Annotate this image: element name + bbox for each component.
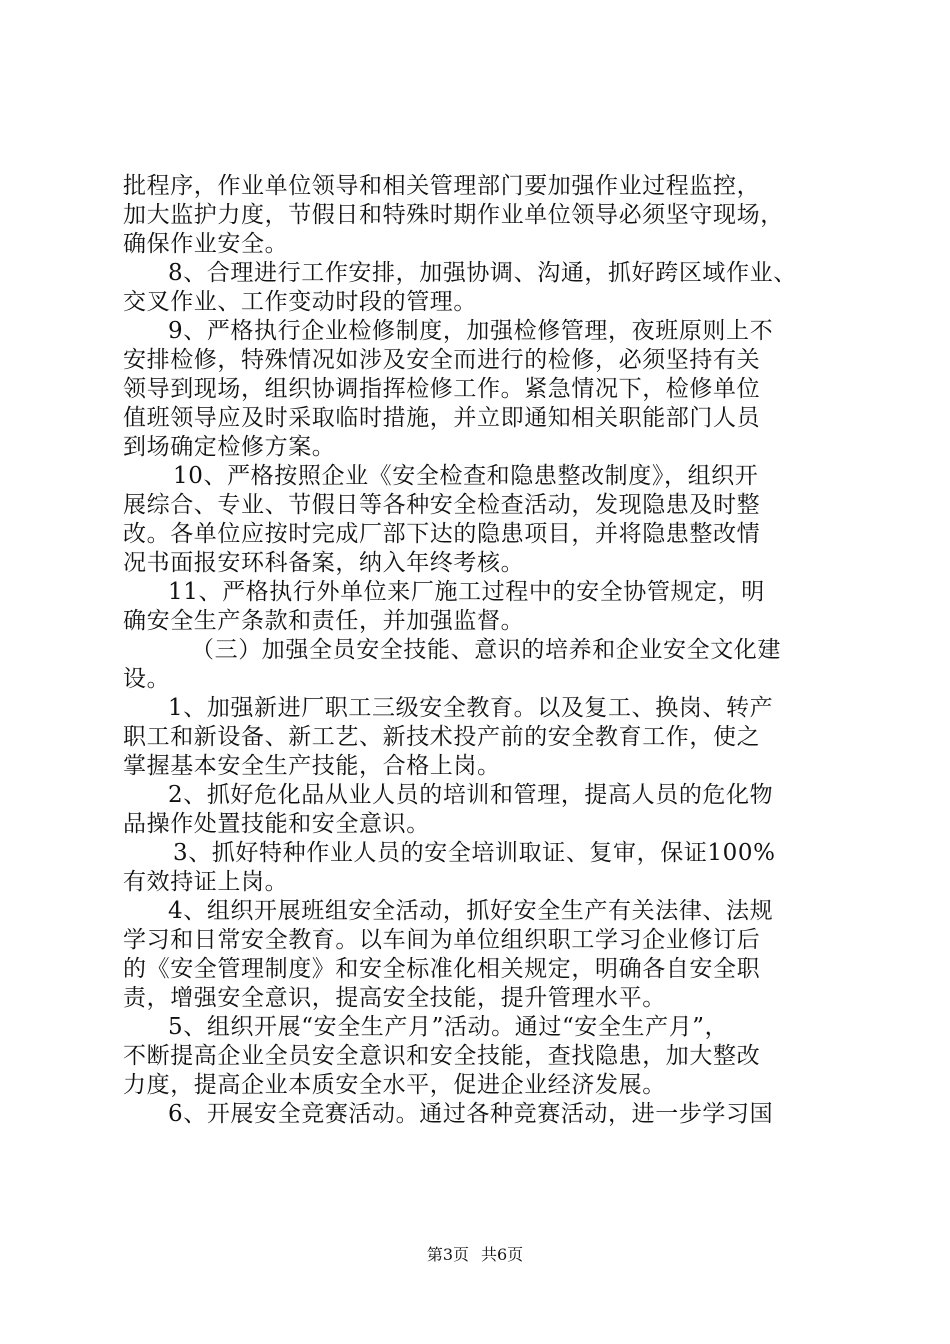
page-total: 共6页 [481,1245,524,1264]
text-line: 领导到现场，组织协调指挥检修工作。紧急情况下，检修单位 [123,376,761,402]
text-line: 3、抓好特种作业人员的安全培训取证、复审，保证100% [173,840,776,866]
text-line: 的《安全管理制度》和安全标准化相关规定，明确各自安全职 [123,956,761,982]
text-line: 学习和日常安全教育。以车间为单位组织职工学习企业修订后 [123,927,761,953]
text-line: 到场确定检修方案。 [123,434,336,460]
text-line: 批程序，作业单位领导和相关管理部门要加强作业过程监控， [123,173,761,199]
text-line: 设。 [123,666,171,692]
text-line: 5、组织开展“安全生产月”活动。通过“安全生产月”， [168,1014,729,1040]
text-line: 11、严格执行外单位来厂施工过程中的安全协管规定，明 [168,579,765,605]
text-line: 确安全生产条款和责任，并加强监督。 [123,608,525,634]
text-line: 有效持证上岗。 [123,869,289,895]
text-line: 品操作处置技能和安全意识。 [123,811,430,837]
section-heading: （三）加强全员安全技能、意识的培养和企业安全文化建 [191,637,781,663]
text-line: 8、合理进行工作安排，加强协调、沟通，抓好跨区域作业、 [168,260,797,286]
text-line: 10、严格按照企业《安全检查和隐患整改制度》，组织开 [173,463,759,489]
text-line: 掌握基本安全生产技能，合格上岗。 [123,753,501,779]
text-line: 责，增强安全意识，提高安全技能，提升管理水平。 [123,985,666,1011]
text-line: 力度，提高企业本质安全水平，促进企业经济发展。 [123,1072,666,1098]
text-line: 6、开展安全竞赛活动。通过各种竞赛活动，进一步学习国 [168,1101,774,1127]
page-footer [0,1245,950,1265]
text-line: 2、抓好危化品从业人员的培训和管理，提高人员的危化物 [168,782,774,808]
document-body [123,172,841,1129]
text-line: 9、严格执行企业检修制度，加强检修管理，夜班原则上不 [168,318,774,344]
text-line: 改。各单位应按时完成厂部下达的隐患项目，并将隐患整改情 [123,521,761,547]
text-line: 职工和新设备、新工艺、新技术投产前的安全教育工作，使之 [123,724,761,750]
text-line: 4、组织开展班组安全活动，抓好安全生产有关法律、法规 [168,898,774,924]
text-line: 加大监护力度，节假日和特殊时期作业单位领导必须坚守现场， [123,202,784,228]
page-number: 第3页 [426,1245,469,1264]
text-line: 不断提高企业全员安全意识和安全技能，查找隐患，加大整改 [123,1043,761,1069]
text-line: 安排检修，特殊情况如涉及安全而进行的检修，必须坚持有关 [123,347,761,373]
text-line: 确保作业安全。 [123,231,289,257]
text-line: 展综合、专业、节假日等各种安全检查活动，发现隐患及时整 [123,492,761,518]
text-line: 值班领导应及时采取临时措施，并立即通知相关职能部门人员 [123,405,761,431]
text-line: 况书面报安环科备案，纳入年终考核。 [123,550,525,576]
text-line: 1、加强新进厂职工三级安全教育。以及复工、换岗、转产 [168,695,774,721]
text-line: 交叉作业、工作变动时段的管理。 [123,289,477,315]
